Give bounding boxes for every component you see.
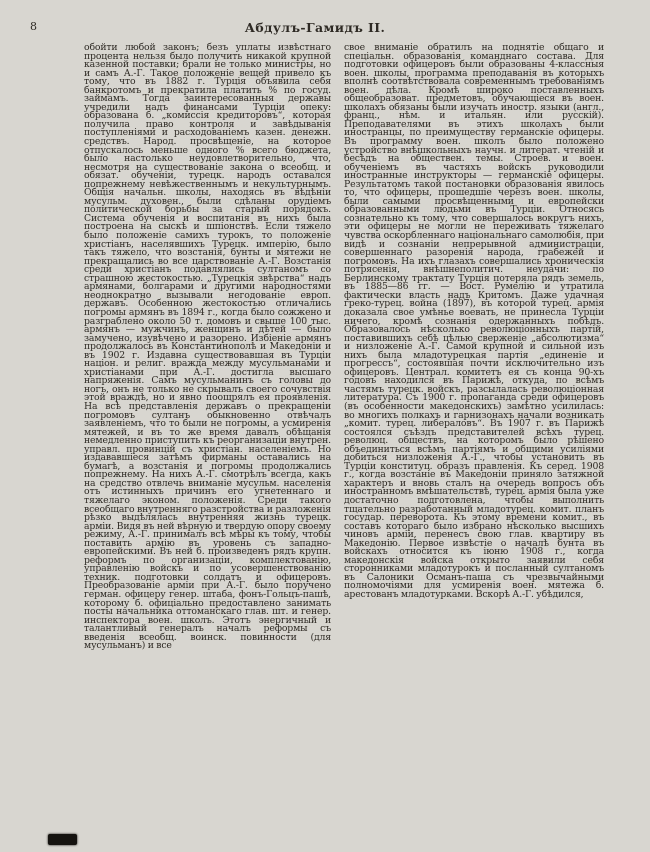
left-column-text: обойти любой законъ; безъ уплаты извѣстнаго процента нельзя было получить никакой крупной казенной поставки; брали не только министры, но и самъ А.-Г. Такое положеніе вещей привело къ тому, что въ 1882 г. Турція объявила себя банкротомъ и прекратила платить % по госуд. займамъ. Тогда заинтересованныя державы учредили надъ финансами Турціи опеку: образована б. „комиссія кредиторовъ“, которая получила право контроля и завѣдыванія поступленіями и расходованіемъ казен. денежн. средствъ. Народ. просвѣщеніе, на которое отпускалось меньше одного % всего бюджета, было настолько неудовлетворительно, что, несмотря на существованіе закона о всеобщ. и обязат. обученіи, турецк. народъ оставался попрежнему невѣжественнымъ и некультурнымъ. Общія начальн. школы, находясь въ вѣдѣніи мусульм. духовен., были сдѣланы орудіемъ политической борьбы за старый порядокъ. Система обученія и воспитанія въ нихъ была построена на сыскѣ и шпіонствѣ. Если тяжело было положеніе самихъ турокъ, то положеніе христіанъ, населявшихъ Турецк. имперію, было такъ тяжело, что возстанія, бунты и мятежи не прекращались во все царствованіе А.-Г. Возстанія среди христіанъ подавлялись султаномъ со страшною жестокостью. „Турецкія звѣрства“ надъ армянами, болгарами и другими народностями неоднократно вызывали негодованіе европ. державъ. Особенною жестокостью отличались погромы армянъ въ 1894 г., когда было сожжено и разграблено около 50 т. домовъ и свыше 100 тыс. армянъ — мужчинъ, женщинъ и дѣтей — было замучено, изувѣчено и разорено. Избіеніе армянъ продолжалось въ Константинополѣ и Македоніи и въ 1902 г. Издавна существовавшая въ Турціи націон. и религ. вражда между мусульманами и христіанами при А.-Г. достигла высшаго напряженія. Самъ мусульманинъ съ головы до ногъ, онъ не только не скрывалъ своего сочувствія этой враждѣ, но и явно поощрялъ ея проявленія. На всѣ представленія державъ о прекращеніи погромовъ султанъ обыкновенно отвѣчалъ заявленіемъ, что то были не погромы, а усмиренія мятежей, и въ то же время давалъ обѣщанія немедленно приступить къ реорганизаціи внутрен. управл. провинцій съ христіан. населеніемъ. Но издававшіеся затѣмъ фирманы оставались на бумагѣ, а возстанія и погромы продолжались попрежнему. На нихъ А.-Г. смотрѣлъ всегда, какъ на средство отвлечь вниманіе мусульм. населенія отъ истинныхъ причинъ его угнетеннаго и тяжелаго эконом. положенія. Среди такого всеобщаго внутренняго разстройства и разложенія рѣзко выдѣлялась внутренняя жизнь турецк. арміи. Видя въ ней вѣрную и твердую опору своему режиму, А.-Г. принималъ всѣ мѣры къ тому, чтобы поставить армію въ уровень съ западно-европейскими. Въ ней б. произведенъ рядъ крупн. реформъ по организаціи, комплектованію, управленію войскъ и по усовершенствованію техник. подготовки солдатъ и офицеровъ. Преобразованіе арміи при А.-Г. было поручено герман. офицеру генер. штаба, фонъ-Гольцъ-пашѣ, которому б. офиціально предоставлено занимать посты начальника оттоманскаго глав. шт. и генер. инспектора воен. школъ. Этотъ энергичный и талантливый генералъ началъ реформы съ введенія всеобщ. воинск. повинности (для мусульманъ) и все (84, 42, 331, 652)
page-number: 8 (30, 20, 37, 33)
right-column-text: свое вниманіе обратилъ на поднятіе общаго и спеціальн. образованія команднаго состава. Для подготовки офицеровъ были образованы 4-классныя воен. школы, программа преподаванія въ которыхъ вполнѣ соотвѣтствовала современнымъ требованіямъ воен. дѣла. Кромѣ широко поставленныхъ общеобразоват. предметовъ, обучающіеся въ воен. школахъ обязаны были изучать иностр. языки (англ., франц., нѣм. и итальян. или русскій). Преподавателями въ этихъ школахъ были иностранцы, по преимуществу германскіе офицеры. Въ программу воен. школъ было положено устройство внѣшкольныхъ научн. и литерат. чтеній и бесѣдъ на обществен. темы. Строев. и воен. обученіемъ въ частяхъ войскъ руководили иностранные инструкторы — германскіе офицеры. Результатомъ такой постановки образованія явилось то, что офицеры, прошедшіе черезъ воен. школы, были самыми просвѣщенными и европейски образованными людьми въ Турціи. Относясь сознательно къ тому, что совершалось вокругъ нихъ, эти офицеры не могли не переживать тяжелаго чувства оскорбленнаго національнаго самолюбія, при видѣ и сознаніи непрерывной администраціи, совершеннаго разоренія народа, грабежей и погромовъ. На ихъ глазахъ совершались хроническія потрясенія, внѣшнеполитич. неудачи: по Берлинскому трактату Турція потеряла рядъ земель, въ 1885—86 гг. — Вост. Румелію и утратила фактически власть надъ Критомъ. Даже удачная греко-турец. война (1897), въ которой турец. армія доказала свое умѣнье воевать, не принесла Турціи ничего, кромѣ сознанія одержанныхъ побѣдъ. Образовалось нѣсколько революціонныхъ партій, поставившихъ себѣ цѣлью сверженіе „абсолютизма“ и низложеніе А.-Г. Самой крупной и сильной изъ нихъ была младотурецкая партія „единеніе и прогрессъ“, состоявшая почти исключительно изъ офицеровъ. Централ. комитетъ ея съ конца 90-хъ годовъ находился въ Парижѣ, откуда, по всѣмъ частямъ турецк. войскъ, разсылалась революціонная литература. Съ 1900 г. пропаганда среди офицеровъ (въ особенности македонскихъ) замѣтно усилилась: во многихъ полкахъ и гарнизонахъ начали возникать „комит. турец. либераловъ“. Въ 1907 г. въ Парижѣ состоялся съѣздъ представителей всѣхъ турец. революц. обществъ, на которомъ было рѣшено объединиться всѣмъ партіямъ и общими усиліями добиться низложенія А.-Г., чтобы установить въ Турціи конституц. образъ правленія. Къ серед. 1908 г., когда возстаніе въ Македоніи приняло затяжной характеръ и вновь сталъ на очередь вопросъ объ иностранномъ вмѣшательствѣ, турец. армія была уже достаточно подготовлена, чтобы выполнить тщательно разработанный младотурец. комит. планъ государ. переворота. Къ этому времени комит., въ составъ котораго было избрано нѣсколько высшихъ чиновъ арміи, перенесъ свою глав. квартиру въ Македонію. Первое извѣстіе о началѣ бунта въ войскахъ относится къ іюню 1908 г., когда македонскія войска открыто заявили себя сторонниками младотурокъ и посланный султаномъ въ Салоники Османъ-паша съ чрезвычайными полномочіями для усмиренія воен. мятежа б. арестованъ младотурками. Вскорѣ А.-Г. убѣдился, (344, 42, 604, 600)
scan-ink-blot-artifact (48, 834, 77, 845)
running-header-title: Абдулъ-Гамидъ II. (244, 20, 386, 35)
article-text-block (84, 44, 604, 651)
running-header (0, 20, 650, 36)
